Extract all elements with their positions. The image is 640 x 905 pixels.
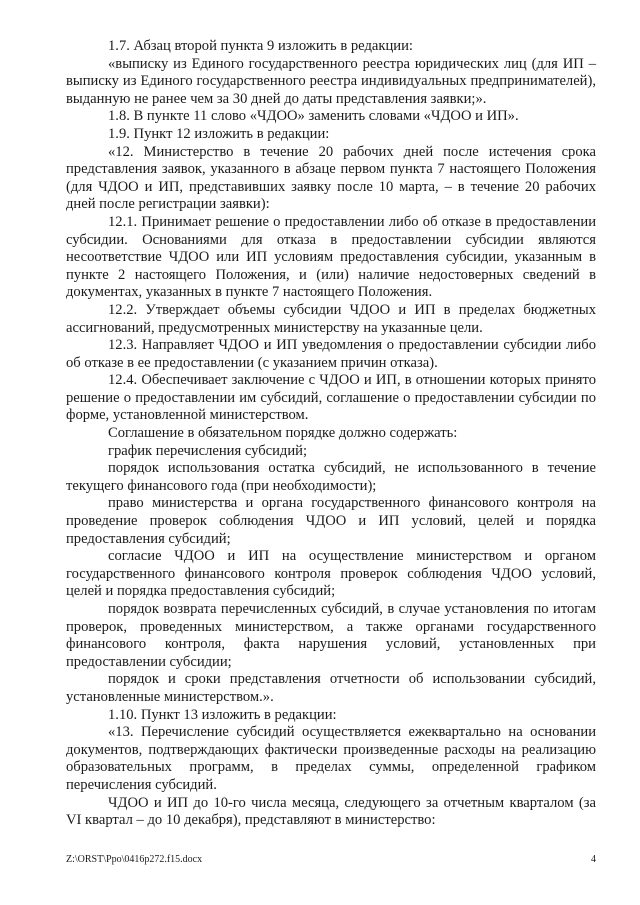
paragraph-1-10: 1.10. Пункт 13 изложить в редакции: xyxy=(108,706,337,723)
paragraph-1-7: 1.7. Абзац второй пункта 9 изложить в редакции: xyxy=(108,38,413,54)
file-path: Z:\ORST\Ppo\0416p272.f15.docx xyxy=(66,854,203,865)
paragraph-quote-extract: «выписку из Единого государственного реестра юридических лиц (для ИП – выписку из Единого государственного реестра индивидуальных предпринимателей), выданную не ранее чем за 30 дней до даты представления заявки;». xyxy=(66,55,596,107)
paragraph-agreement-intro: Соглашение в обязательном порядке должно содержать: xyxy=(108,425,458,442)
paragraph-refund: порядок возврата перечисленных субсидий, в случае установления по итогам проверок, проведенных министерством, а также органами государственного финансового контроля, факта нарушения условий, установленных при предоставлении субсидии; xyxy=(66,601,596,670)
paragraph-schedule: график перечисления субсидий; xyxy=(108,442,308,459)
paragraph-12: «12. Министерство в течение 20 рабочих дней после истечения срока представления заявок, указанного в абзаце первом пункта 7 настоящего Положения (для ЧДОО и ИП, представивших заявку после 10 марта, – в течение 20 рабочих дней после регистрации заявки): xyxy=(66,143,596,213)
document-body xyxy=(66,38,596,830)
paragraph-13: «13. Перечисление субсидий осуществляется ежеквартально на основании документов, подтверждающих фактически произведенные расходы на реализацию образовательных программ, в пределах суммы, определенной графиком перечисления субсидий. xyxy=(66,724,596,793)
paragraph-12-3: 12.3. Направляет ЧДОО и ИП уведомления о предоставлении субсидии либо об отказе в ее предоставлении (с указанием причин отказа). xyxy=(66,337,596,371)
page-number: 4 xyxy=(591,854,596,865)
paragraph-1-9: 1.9. Пункт 12 изложить в редакции: xyxy=(108,125,330,142)
paragraph-inspection-right: право министерства и органа государственного финансового контроля на проведение проверок соблюдения ЧДОО и ИП условий, целей и порядка предоставления субсидий; xyxy=(66,495,596,547)
paragraph-1-8: 1.8. В пункте 11 слово «ЧДОО» заменить словами «ЧДОО и ИП». xyxy=(108,108,519,125)
paragraph-12-1: 12.1. Принимает решение о предоставлении либо об отказе в предоставлении субсидии. Основаниями для отказа в предоставлении субсидии являются несоответствие ЧДОО или ИП условиям предоставления субсидии, указанным в пункте 2 настоящего Положения, и (или) наличие недостоверных сведений в документах, указанных в пункте 7 настоящего Положения. xyxy=(66,213,596,301)
paragraph-consent: согласие ЧДОО и ИП на осуществление министерством и органом государственного финансового контроля проверок соблюдения ЧДОО условий, целей и порядка предоставления субсидий; xyxy=(66,548,596,600)
paragraph-reporting: порядок и сроки представления отчетности об использовании субсидий, установленные министерством.». xyxy=(66,671,596,705)
paragraph-deadline: ЧДОО и ИП до 10-го числа месяца, следующего за отчетным кварталом (за VI квартал – до 10 декабря), представляют в министерство: xyxy=(66,794,596,829)
paragraph-12-4: 12.4. Обеспечивает заключение с ЧДОО и ИП, в отношении которых принято решение о предоставлении им субсидий, соглашение о предоставлении субсидии по форме, установленной министерством. xyxy=(66,372,596,424)
paragraph-12-2: 12.2. Утверждает объемы субсидии ЧДОО и ИП в пределах бюджетных ассигнований, предусмотренных министерству на указанные цели. xyxy=(66,301,596,336)
paragraph-remainder: порядок использования остатка субсидий, не использованного в течение текущего финансового года (при необходимости); xyxy=(66,460,596,494)
